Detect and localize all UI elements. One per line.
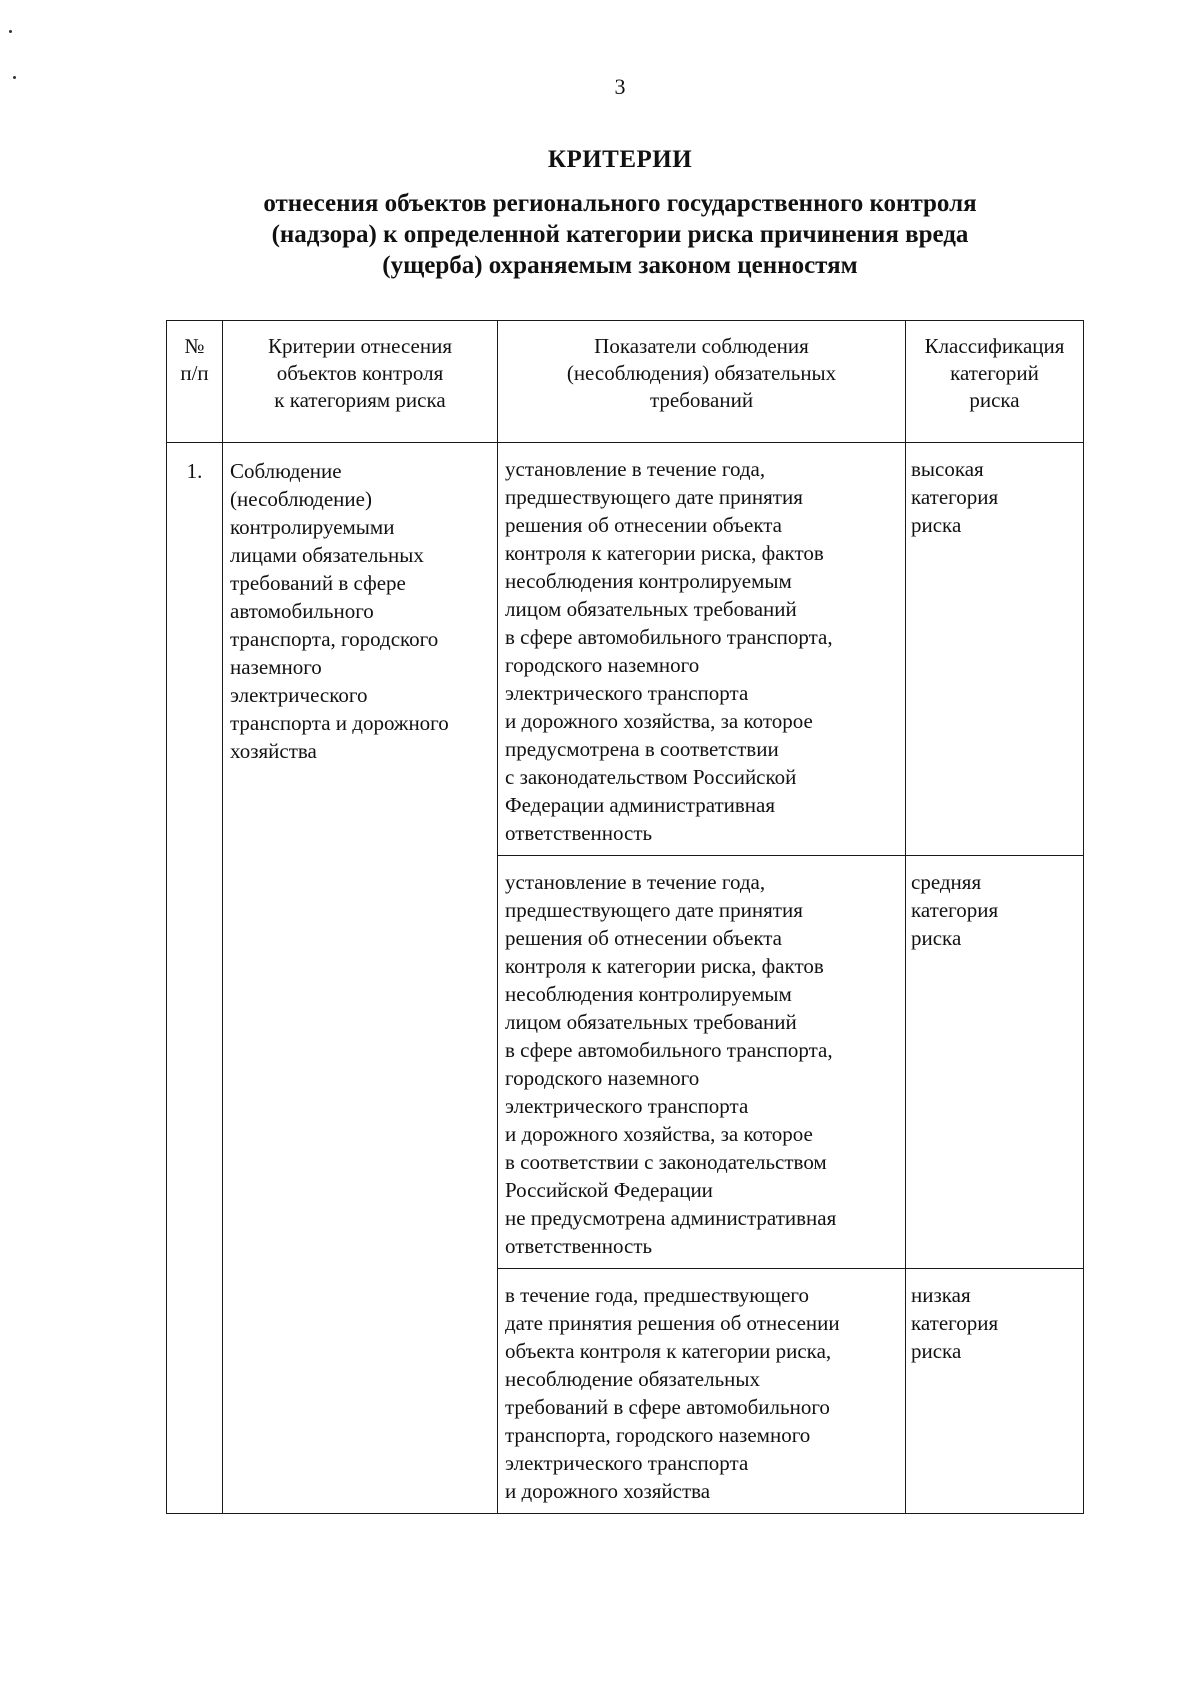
document-subtitle xyxy=(150,188,1090,281)
indicator-line: контроля к категории риска, фактов xyxy=(505,954,824,978)
criteria-line: (несоблюдение) xyxy=(230,487,372,511)
indicator-line: электрического транспорта xyxy=(505,1094,749,1118)
indicator-line: и дорожного хозяйства, за которое xyxy=(505,1122,813,1146)
criteria-line: лицами обязательных xyxy=(230,543,424,567)
indicator-line: лицом обязательных требований xyxy=(505,597,797,621)
indicator-line: ответственность xyxy=(505,1234,653,1258)
criteria-line: автомобильного xyxy=(230,599,374,623)
indicator-line: лицом обязательных требований xyxy=(505,1010,797,1034)
header-line: п/п xyxy=(180,361,209,385)
indicator-line: несоблюдения контролируемым xyxy=(505,982,792,1006)
header-line: Классификация xyxy=(924,334,1065,358)
indicator-line: городского наземного xyxy=(505,653,700,677)
classification-cell-high xyxy=(906,443,1084,856)
indicator-line: в соответствии с законодательством xyxy=(505,1150,827,1174)
criteria-line: требований в сфере xyxy=(230,571,406,595)
header-line: объектов контроля xyxy=(276,361,444,385)
indicator-line: транспорта, городского наземного xyxy=(505,1423,811,1447)
indicator-line: несоблюдения контролируемым xyxy=(505,569,792,593)
criteria-table xyxy=(166,320,1084,1514)
table-header-row xyxy=(167,321,1084,443)
classification-line: категория xyxy=(911,1311,999,1335)
header-number xyxy=(167,321,223,443)
criteria-line: наземного xyxy=(230,655,322,679)
classification-line: риска xyxy=(911,926,962,950)
row-number-cell xyxy=(167,443,223,1514)
indicator-line: несоблюдение обязательных xyxy=(505,1367,761,1391)
row-number: 1. xyxy=(186,459,203,483)
indicator-line: контроля к категории риска, фактов xyxy=(505,541,824,565)
header-line: Критерии отнесения xyxy=(268,334,452,358)
indicator-line: в сфере автомобильного транспорта, xyxy=(505,625,833,649)
indicator-line: решения об отнесении объекта xyxy=(505,513,782,537)
subtitle-line: отнесения объектов регионального государственного контроля xyxy=(263,190,977,217)
header-line: (несоблюдения) обязательных xyxy=(566,361,837,385)
indicator-cell-medium xyxy=(498,856,906,1269)
subtitle-line: (ущерба) охраняемым законом ценностям xyxy=(382,252,858,279)
header-indicators xyxy=(498,321,906,443)
indicator-line: электрического транспорта xyxy=(505,1451,749,1475)
criteria-line: контролируемыми xyxy=(230,515,395,539)
classification-line: риска xyxy=(911,1339,962,1363)
classification-line: высокая xyxy=(911,457,984,481)
indicator-cell-low xyxy=(498,1269,906,1514)
header-line: к категориям риска xyxy=(274,388,446,412)
indicator-line: Российской Федерации xyxy=(505,1178,713,1202)
criteria-line: транспорта, городского xyxy=(230,627,439,651)
header-line: Показатели соблюдения xyxy=(594,334,809,358)
indicator-line: с законодательством Российской xyxy=(505,765,797,789)
header-line: риска xyxy=(969,388,1020,412)
indicator-line: установление в течение года, xyxy=(505,870,766,894)
header-line: требований xyxy=(649,388,754,412)
indicator-line: предшествующего дате принятия xyxy=(505,898,803,922)
criteria-line: хозяйства xyxy=(230,739,317,763)
classification-line: низкая xyxy=(911,1283,971,1307)
header-line: № xyxy=(184,334,205,358)
indicator-line: и дорожного хозяйства xyxy=(505,1479,711,1503)
criteria-line: электрического xyxy=(230,683,368,707)
header-line: категорий xyxy=(950,361,1039,385)
criteria-line: транспорта и дорожного xyxy=(230,711,449,735)
indicator-line: ответственность xyxy=(505,821,653,845)
indicator-line: городского наземного xyxy=(505,1066,700,1090)
indicator-line: не предусмотрена административная xyxy=(505,1206,837,1230)
indicator-line: дате принятия решения об отнесении xyxy=(505,1311,840,1335)
indicator-line: предшествующего дате принятия xyxy=(505,485,803,509)
header-classification xyxy=(906,321,1084,443)
header-criteria xyxy=(223,321,498,443)
classification-line: категория xyxy=(911,485,999,509)
classification-line: средняя xyxy=(911,870,982,894)
subtitle-line: (надзора) к определенной категории риска причинения вреда xyxy=(271,221,969,248)
indicator-line: Федерации административная xyxy=(505,793,776,817)
page-number: 3 xyxy=(614,74,626,99)
indicator-line: электрического транспорта xyxy=(505,681,749,705)
criteria-line: Соблюдение xyxy=(230,459,342,483)
indicator-line: и дорожного хозяйства, за которое xyxy=(505,709,813,733)
scan-speck xyxy=(9,30,12,33)
table-row xyxy=(167,443,1084,856)
indicator-line: объекта контроля к категории риска, xyxy=(505,1339,832,1363)
criteria-cell xyxy=(223,443,498,1514)
indicator-line: предусмотрена в соответствии xyxy=(505,737,779,761)
indicator-line: в течение года, предшествующего xyxy=(505,1283,810,1307)
indicator-cell-high xyxy=(498,443,906,856)
classification-cell-medium xyxy=(906,856,1084,1269)
indicator-line: в сфере автомобильного транспорта, xyxy=(505,1038,833,1062)
indicator-line: установление в течение года, xyxy=(505,457,766,481)
document-title: КРИТЕРИИ xyxy=(547,146,693,173)
classification-line: риска xyxy=(911,513,962,537)
classification-line: категория xyxy=(911,898,999,922)
classification-cell-low xyxy=(906,1269,1084,1514)
indicator-line: требований в сфере автомобильного xyxy=(505,1395,830,1419)
indicator-line: решения об отнесении объекта xyxy=(505,926,782,950)
